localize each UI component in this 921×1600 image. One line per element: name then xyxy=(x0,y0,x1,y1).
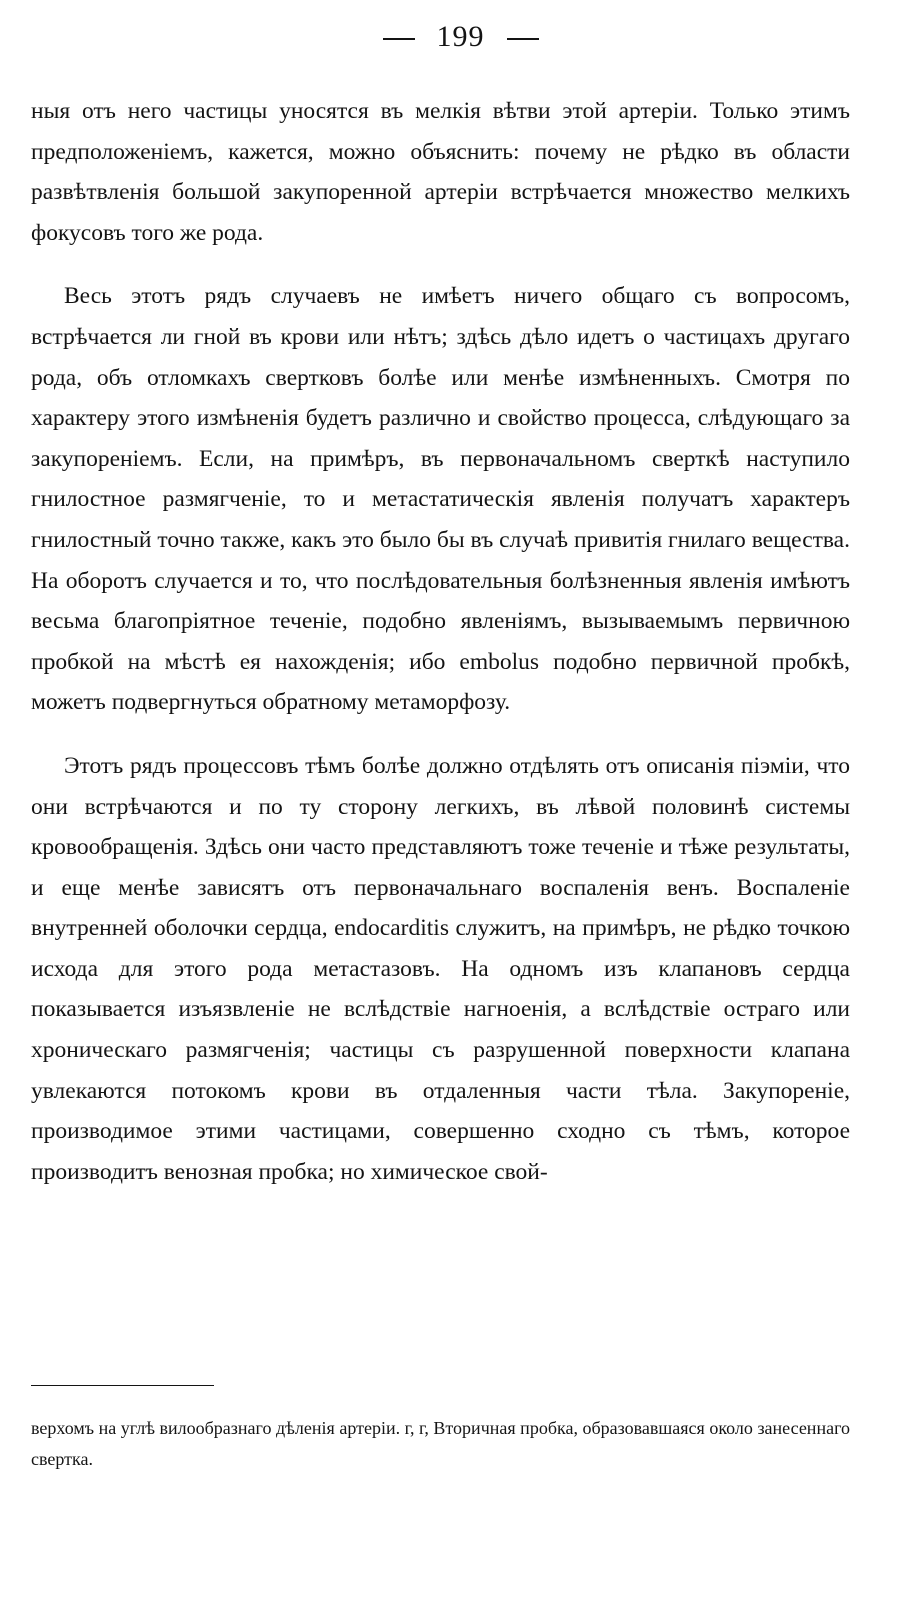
footnote-divider xyxy=(31,1385,214,1386)
paragraph-2: Весь этотъ рядъ случаевъ не имѣетъ ничего общаго съ вопросомъ, встрѣчается ли гной въ крови или нѣтъ; здѣсь дѣло идетъ о частицахъ другаго рода, объ отломкахъ свертковъ болѣе или менѣе измѣненныхъ. Смотря по характеру этого измѣненія будетъ различно и свойство процесса, слѣдующаго за закупореніемъ. Если, на примѣръ, въ первоначальномъ сверткѣ наступило гнилостное размягченіе, то и метастатическія явленія получатъ характеръ гнилостный точно также, какъ это было бы въ случаѣ привитія гнилаго вещества. На оборотъ случается и то, что послѣдовательныя болѣзненныя явленія имѣютъ весьма благопріятное теченіе, подобно явленіямъ, вызываемымъ первичною пробкой на мѣстѣ ея нахожденія; ибо embolus подобно первичной пробкѣ, можетъ подвергнуться обратному метаморфозу. xyxy=(31,283,850,716)
header-dash-right xyxy=(507,38,539,40)
body-text xyxy=(31,91,850,1192)
header-dash-left xyxy=(383,38,415,40)
page-header xyxy=(0,20,921,54)
footnote: верхомъ на углѣ вилообразнаго дѣленія артеріи. г, г, Вторичная пробка, образовавшаяся около занесеннаго свертка. xyxy=(31,1418,850,1469)
paragraph-1: ныя отъ него частицы уносятся въ мелкія вѣтви этой артеріи. Только этимъ предположеніемъ, кажется, можно объяснить: почему не рѣдко въ области развѣтвленія большой закупоренной артеріи встрѣчается множество мелкихъ фокусовъ того же рода. xyxy=(31,98,850,246)
paragraph-3: Этотъ рядъ процессовъ тѣмъ болѣе должно отдѣлять отъ описанія піэміи, что они встрѣчаются и по ту сторону легкихъ, въ лѣвой половинѣ системы кровообращенія. Здѣсь они часто представляютъ тоже теченіе и тѣже результаты, и еще менѣе зависятъ отъ первоначальнаго воспаленія венъ. Воспаленіе внутренней оболочки сердца, endocarditis служитъ, на примѣръ, не рѣдко точкою исхода для этого рода метастазовъ. На одномъ изъ клапановъ сердца показывается изъязвленіе не вслѣдствіе нагноенія, а вслѣдствіе остраго или хроническаго размягченія; частицы съ разрушенной поверхности клапана увлекаются потокомъ крови въ отдаленныя части тѣла. Закупореніе, производимое этими частицами, совершенно сходно съ тѣмъ, которое производитъ венозная пробка; но химическое свой- xyxy=(31,752,850,1185)
page-number: 199 xyxy=(436,20,485,53)
